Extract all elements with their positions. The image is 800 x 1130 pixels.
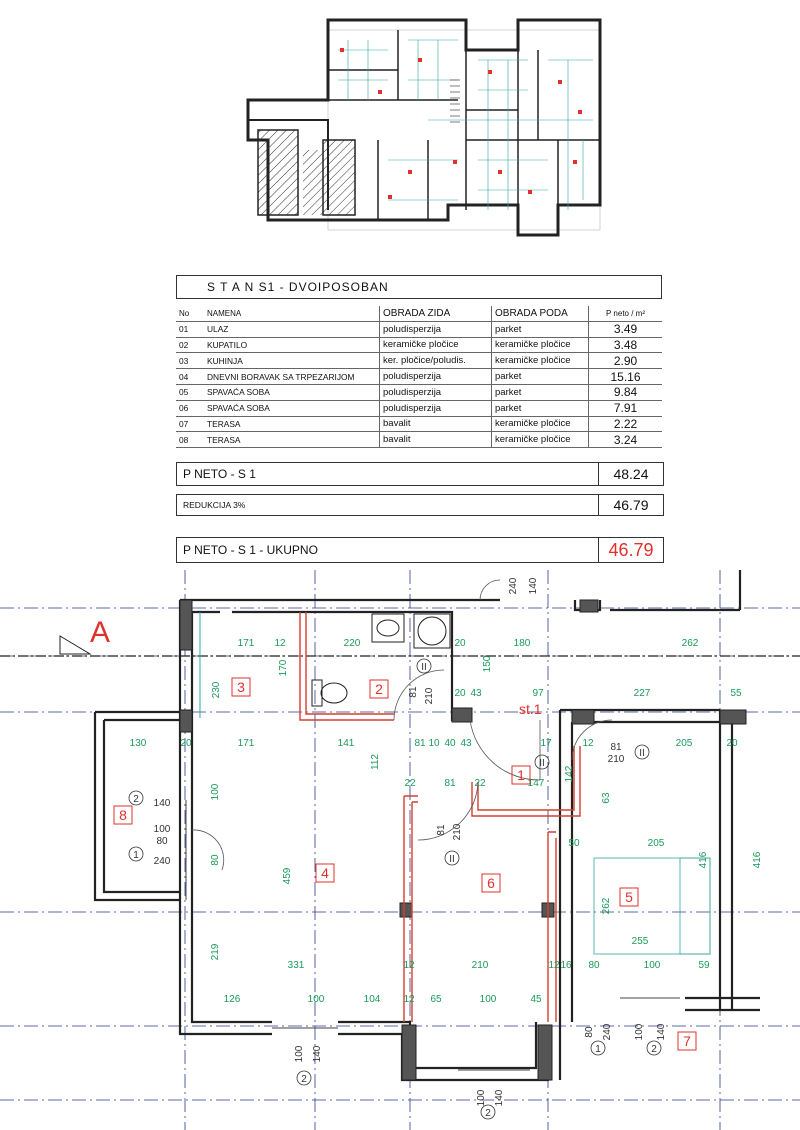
dimension-label: 205 — [675, 738, 693, 749]
dimension-label: 240 — [508, 577, 519, 595]
dimension-label: 104 — [363, 994, 381, 1005]
dimension-label: 130 — [129, 738, 147, 749]
section-label: A — [90, 616, 111, 649]
dimension-label: 81 — [610, 742, 622, 753]
svg-text:5: 5 — [625, 889, 633, 905]
row-no: 01 — [176, 321, 204, 337]
room-tag-5 — [620, 888, 638, 906]
room-tag-3 — [232, 678, 250, 696]
window-code-2 — [129, 791, 143, 805]
partition-walls — [300, 612, 580, 1022]
unit-label: st.1 — [519, 701, 542, 717]
row-area: 2.90 — [589, 353, 663, 369]
svg-text:3: 3 — [237, 679, 245, 695]
door-code-II — [445, 851, 459, 865]
room-tag-8 — [114, 806, 132, 824]
dimension-label: 219 — [210, 943, 221, 961]
dimension-label: 126 — [223, 994, 241, 1005]
header-area: P neto / m² — [589, 306, 663, 321]
dimension-label: 20 — [726, 738, 738, 749]
table-row — [176, 432, 662, 448]
dimension-label: 140 — [656, 1023, 667, 1041]
dimension-label: 40 — [444, 738, 456, 749]
dimension-label: 210 — [471, 960, 489, 971]
dimension-label: 100 — [153, 824, 171, 835]
row-wall: poludisperzija — [380, 384, 492, 400]
row-area: 9.84 — [589, 384, 663, 400]
reduction-value: 46.79 — [598, 495, 663, 515]
svg-text:II: II — [421, 662, 427, 673]
dimension-label: 171 — [237, 638, 255, 649]
row-area: 7.91 — [589, 400, 663, 416]
dimension-label: 205 — [647, 838, 665, 849]
code-circles — [129, 659, 661, 1119]
svg-text:2: 2 — [375, 681, 383, 697]
dimension-label: 150 — [482, 655, 493, 673]
dimension-label: 100 — [210, 783, 221, 801]
door-code-II — [535, 755, 549, 769]
dimension-label: 230 — [211, 681, 222, 699]
row-area: 3.24 — [589, 432, 663, 448]
table-row — [176, 369, 662, 385]
dimension-label: 171 — [237, 738, 255, 749]
svg-text:2: 2 — [301, 1074, 307, 1085]
key-plan — [228, 10, 608, 240]
dimension-label: 416 — [698, 851, 709, 869]
dimension-label: 100 — [479, 994, 497, 1005]
row-area: 15.16 — [589, 369, 663, 385]
room-table — [176, 306, 662, 448]
dimension-label: 12 — [274, 638, 286, 649]
key-plan-unit-s1 — [258, 130, 298, 215]
floor-plan — [0, 570, 800, 1130]
room-schedule — [176, 275, 662, 448]
table-row — [176, 337, 662, 353]
row-wall: ker. pločice/poludis. — [380, 353, 492, 369]
dimension-label: 240 — [153, 856, 171, 867]
dimension-label: 81 — [414, 738, 426, 749]
dimension-label: 416 — [752, 851, 763, 869]
row-no: 07 — [176, 416, 204, 432]
row-wall: bavalit — [380, 416, 492, 432]
door-code-II — [417, 659, 431, 673]
net-area-label: P NETO - S 1 — [183, 467, 256, 481]
header-name: NAMENA — [204, 306, 380, 321]
dimension-label: 140 — [153, 798, 171, 809]
dimension-label: 80 — [210, 854, 221, 866]
dimension-label: 45 — [530, 994, 542, 1005]
svg-text:2: 2 — [485, 1108, 491, 1119]
dimension-label: 22 — [474, 778, 486, 789]
svg-text:4: 4 — [321, 865, 329, 881]
dimension-label: 20 — [180, 738, 192, 749]
dimension-label: 12 — [403, 960, 415, 971]
reduction-label: REDUKCIJA 3% — [183, 500, 246, 510]
dimension-label: 210 — [424, 687, 435, 705]
row-floor: keramičke pločice — [492, 353, 589, 369]
row-floor: keramičke pločice — [492, 432, 589, 448]
row-floor: keramičke pločice — [492, 416, 589, 432]
row-area: 3.49 — [589, 321, 663, 337]
dimension-label: 142 — [564, 765, 575, 783]
window-code-1 — [591, 1041, 605, 1055]
row-no: 05 — [176, 384, 204, 400]
table-header-row — [176, 306, 662, 321]
dimension-label: 141 — [337, 738, 355, 749]
row-wall: poludisperzija — [380, 321, 492, 337]
header-no: No — [176, 306, 204, 321]
row-name: DNEVNI BORAVAK SA TRPEZARIJOM — [204, 369, 380, 385]
dimension-label: 100 — [476, 1089, 487, 1107]
svg-text:2: 2 — [651, 1044, 657, 1055]
dimension-label: 227 — [633, 688, 651, 699]
schedule-title: S T A N S1 - DVOIPOSOBAN — [176, 275, 662, 299]
row-wall: keramičke pločice — [380, 337, 492, 353]
row-floor: parket — [492, 384, 589, 400]
door-code-II — [635, 745, 649, 759]
row-floor: keramičke pločice — [492, 337, 589, 353]
dimension-label: 20 — [454, 688, 466, 699]
dimension-label: 43 — [460, 738, 472, 749]
row-wall: poludisperzija — [380, 400, 492, 416]
window-code-2 — [297, 1071, 311, 1085]
svg-text:II: II — [449, 854, 455, 865]
table-row — [176, 416, 662, 432]
net-area-value: 48.24 — [598, 463, 663, 485]
dimension-label: 140 — [528, 577, 539, 595]
dimension-label: 80 — [588, 960, 600, 971]
row-name: SPAVAĆA SOBA — [204, 400, 380, 416]
net-area-row — [176, 462, 664, 486]
dimension-label: 12 — [403, 994, 415, 1005]
dimension-label: 22 — [404, 778, 416, 789]
svg-text:1: 1 — [133, 850, 139, 861]
total-area-value: 46.79 — [598, 538, 663, 562]
row-no: 03 — [176, 353, 204, 369]
dimension-label: 55 — [730, 688, 742, 699]
dimension-label: 180 — [513, 638, 531, 649]
grid-lines — [0, 570, 800, 1130]
dimension-label: 262 — [681, 638, 699, 649]
dimension-label: 220 — [343, 638, 361, 649]
row-no: 04 — [176, 369, 204, 385]
row-name: SPAVAĆA SOBA — [204, 384, 380, 400]
row-wall: poludisperzija — [380, 369, 492, 385]
dimension-label: 12 — [582, 738, 594, 749]
total-area-row — [176, 537, 664, 563]
room-tag-7 — [678, 1032, 696, 1050]
dimension-label: 240 — [602, 1023, 613, 1041]
row-name: TERASA — [204, 416, 380, 432]
door-swings — [192, 580, 612, 870]
dimension-label: 81 — [444, 778, 456, 789]
row-name: KUPATILO — [204, 337, 380, 353]
row-floor: parket — [492, 321, 589, 337]
dimension-label: 262 — [601, 897, 612, 915]
dimension-label: 59 — [698, 960, 710, 971]
row-floor: parket — [492, 369, 589, 385]
row-no: 02 — [176, 337, 204, 353]
exterior-walls — [95, 570, 760, 1080]
dimension-label: 20 — [454, 638, 466, 649]
row-name: TERASA — [204, 432, 380, 448]
dimension-label: 100 — [294, 1045, 305, 1063]
dimension-label: 100 — [643, 960, 661, 971]
dimension-label: 80 — [584, 1026, 595, 1038]
dimension-label: 10 — [428, 738, 440, 749]
svg-text:II: II — [639, 748, 645, 759]
reduction-row — [176, 494, 664, 516]
dimension-label: 140 — [494, 1089, 505, 1107]
header-wall-finish: OBRADA ZIDA — [380, 306, 492, 321]
row-floor: parket — [492, 400, 589, 416]
row-name: ULAZ — [204, 321, 380, 337]
dimension-label: 459 — [282, 867, 293, 885]
dimension-label: 65 — [430, 994, 442, 1005]
dimension-label: 16 — [560, 960, 572, 971]
dimension-label: 210 — [607, 754, 625, 765]
dimension-label: 81 — [408, 686, 419, 698]
dimension-label: 140 — [312, 1045, 323, 1063]
svg-text:2: 2 — [133, 794, 139, 805]
room-tag-2 — [370, 680, 388, 698]
dimension-label: 100 — [307, 994, 325, 1005]
dimension-label: 97 — [532, 688, 544, 699]
dimension-label: 81 — [436, 824, 447, 836]
total-area-label: P NETO - S 1 - UKUPNO — [183, 543, 318, 557]
svg-text:7: 7 — [683, 1033, 691, 1049]
room-tag-6 — [482, 874, 500, 892]
row-no: 08 — [176, 432, 204, 448]
row-area: 2.22 — [589, 416, 663, 432]
svg-text:6: 6 — [487, 875, 495, 891]
dimension-label: 12 — [548, 960, 560, 971]
row-no: 06 — [176, 400, 204, 416]
svg-text:1: 1 — [595, 1044, 601, 1055]
dimension-label: 147 — [527, 778, 545, 789]
dimension-label: 170 — [278, 659, 289, 677]
dimension-label: 331 — [287, 960, 305, 971]
dimension-label: 17 — [540, 738, 552, 749]
room-tag-4 — [316, 864, 334, 882]
section-mark-a — [60, 616, 110, 654]
dimension-label: 112 — [370, 754, 381, 770]
dimension-label: 255 — [631, 936, 649, 947]
table-row — [176, 384, 662, 400]
dimension-label: 100 — [634, 1023, 645, 1041]
dimension-label: 210 — [452, 823, 463, 841]
table-row — [176, 353, 662, 369]
table-row — [176, 321, 662, 337]
row-wall: bavalit — [380, 432, 492, 448]
dimension-label: 80 — [156, 836, 168, 847]
header-floor-finish: OBRADA PODA — [492, 306, 589, 321]
svg-text:8: 8 — [119, 807, 127, 823]
row-name: KUHINJA — [204, 353, 380, 369]
row-area: 3.48 — [589, 337, 663, 353]
window-code-2 — [647, 1041, 661, 1055]
table-row — [176, 400, 662, 416]
dimension-label: 63 — [601, 792, 612, 804]
window-code-1 — [129, 847, 143, 861]
dimension-label: 43 — [470, 688, 482, 699]
dimension-label: 50 — [568, 838, 580, 849]
svg-text:II: II — [539, 758, 545, 769]
svg-text:1: 1 — [517, 767, 525, 783]
